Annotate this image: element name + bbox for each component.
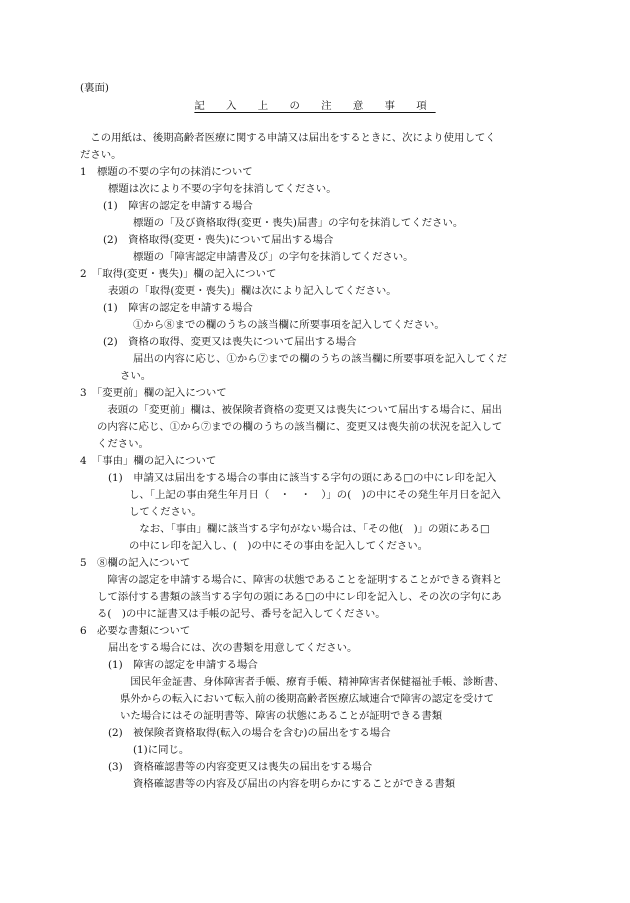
section-6-item-2-body: (1)に同じ。 bbox=[133, 744, 190, 756]
section-2-heading: 2 「取得(変更・喪失)」欄の記入について bbox=[80, 268, 277, 280]
section-5-heading: 5 ⑧欄の記入について bbox=[80, 557, 191, 569]
section-2-body: 表頭の「取得(変更・喪失)」欄は次により記入してください。 bbox=[108, 285, 397, 297]
section-6-item-2-label: (2) 被保険者資格取得(転入の場合を含む)の届出をする場合 bbox=[108, 727, 391, 739]
section-6-body: 届出をする場合には、次の書類を用意してください。 bbox=[108, 642, 358, 654]
section-4-body-3: してください。 bbox=[129, 506, 202, 518]
section-4-body-5: の中にレ印を記入し、( )の中にその事由を記入してください。 bbox=[129, 540, 429, 552]
section-3-body-1: 表頭の「変更前」欄は、被保険者資格の変更又は喪失について届出する場合に、届出 bbox=[97, 404, 503, 416]
section-6-item-1-body-2: 県外からの転入において転入前の後期高齢者医療広域連合で障害の認定を受けて bbox=[120, 693, 495, 705]
section-6-item-3-label: (3) 資格確認書等の内容変更又は喪失の届出をする場合 bbox=[108, 761, 373, 773]
section-1-item-1-label: (1) 障害の認定を申請する場合 bbox=[103, 200, 253, 212]
section-2-item-2-body-1: 届出の内容に応じ、①から⑦までの欄のうちの該当欄に所要事項を記入してくだ bbox=[133, 353, 508, 365]
section-5-body-3: る( )の中に証書又は手帳の記号、番号を記入してください。 bbox=[97, 608, 386, 620]
section-3-heading: 3 「変更前」欄の記入について bbox=[80, 387, 227, 399]
intro-line-1: この用紙は、後期高齢者医療に関する申請又は届出をするときに、次により使用してく bbox=[80, 132, 496, 144]
section-2-item-2-body-2: さい。 bbox=[120, 370, 152, 382]
section-4-heading: 4 「事由」欄の記入について bbox=[80, 455, 217, 467]
intro-line-2: ださい。 bbox=[80, 149, 122, 161]
section-4-body-4: なお、「事由」欄に該当する字句がない場合は、「その他( )」の頭にある□ bbox=[129, 523, 490, 535]
section-1-heading: 1 標題の不要の字句の抹消について bbox=[80, 166, 253, 178]
section-2-item-2-label: (2) 資格の取得、変更又は喪失について届出する場合 bbox=[103, 336, 357, 348]
side-label: (裏面) bbox=[80, 82, 109, 94]
section-1-item-2-label: (2) 資格取得(変更・喪失)について届出する場合 bbox=[103, 234, 334, 246]
section-4-body-2: し、「上記の事由発生年月日（ ・ ・ ）」の( )の中にその発生年月日を記入 bbox=[129, 489, 501, 501]
section-3-body-2: の内容に応じ、①から⑦までの欄のうちの該当欄に、変更又は喪失前の状況を記入して bbox=[97, 421, 503, 433]
section-2-item-1-body: ①から⑧までの欄のうちの該当欄に所要事項を記入してください。 bbox=[133, 319, 445, 331]
section-6-heading: 6 必要な書類について bbox=[80, 625, 191, 637]
section-3-body-3: ください。 bbox=[97, 438, 149, 450]
section-1-item-1-body: 標題の「及び資格取得(変更・喪失)届書」の字句を抹消してください。 bbox=[133, 217, 464, 229]
section-6-item-3-body: 資格確認書等の内容及び届出の内容を明らかにすることができる書類 bbox=[133, 778, 456, 790]
section-6-item-1-body-3: いた場合にはその証明書等、障害の状態にあることが証明できる書類 bbox=[120, 710, 443, 722]
section-4-body-1: (1) 申請又は届出をする場合の事由に該当する字句の頭にある□の中にレ印を記入 bbox=[108, 472, 497, 484]
section-1-item-2-body: 標題の「障害認定申請書及び」の字句を抹消してください。 bbox=[133, 251, 414, 263]
section-6-item-1-body-1: 国民年金証書、身体障害者手帳、療育手帳、精神障害者保健福祉手帳、診断書、 bbox=[120, 676, 505, 688]
page-title: 記 入 上 の 注 意 事 項 bbox=[194, 100, 436, 112]
section-5-body-2: して添付する書類の該当する字句の頭にある□の中にレ印を記入し、その次の字句にあ bbox=[97, 591, 502, 603]
section-1-body: 標題は次により不要の字句を抹消してください。 bbox=[108, 183, 337, 195]
section-5-body-1: 障害の認定を申請する場合に、障害の状態であることを証明することができる資料と bbox=[97, 574, 503, 586]
section-2-item-1-label: (1) 障害の認定を申請する場合 bbox=[103, 302, 253, 314]
section-6-item-1-label: (1) 障害の認定を申請する場合 bbox=[108, 659, 258, 671]
